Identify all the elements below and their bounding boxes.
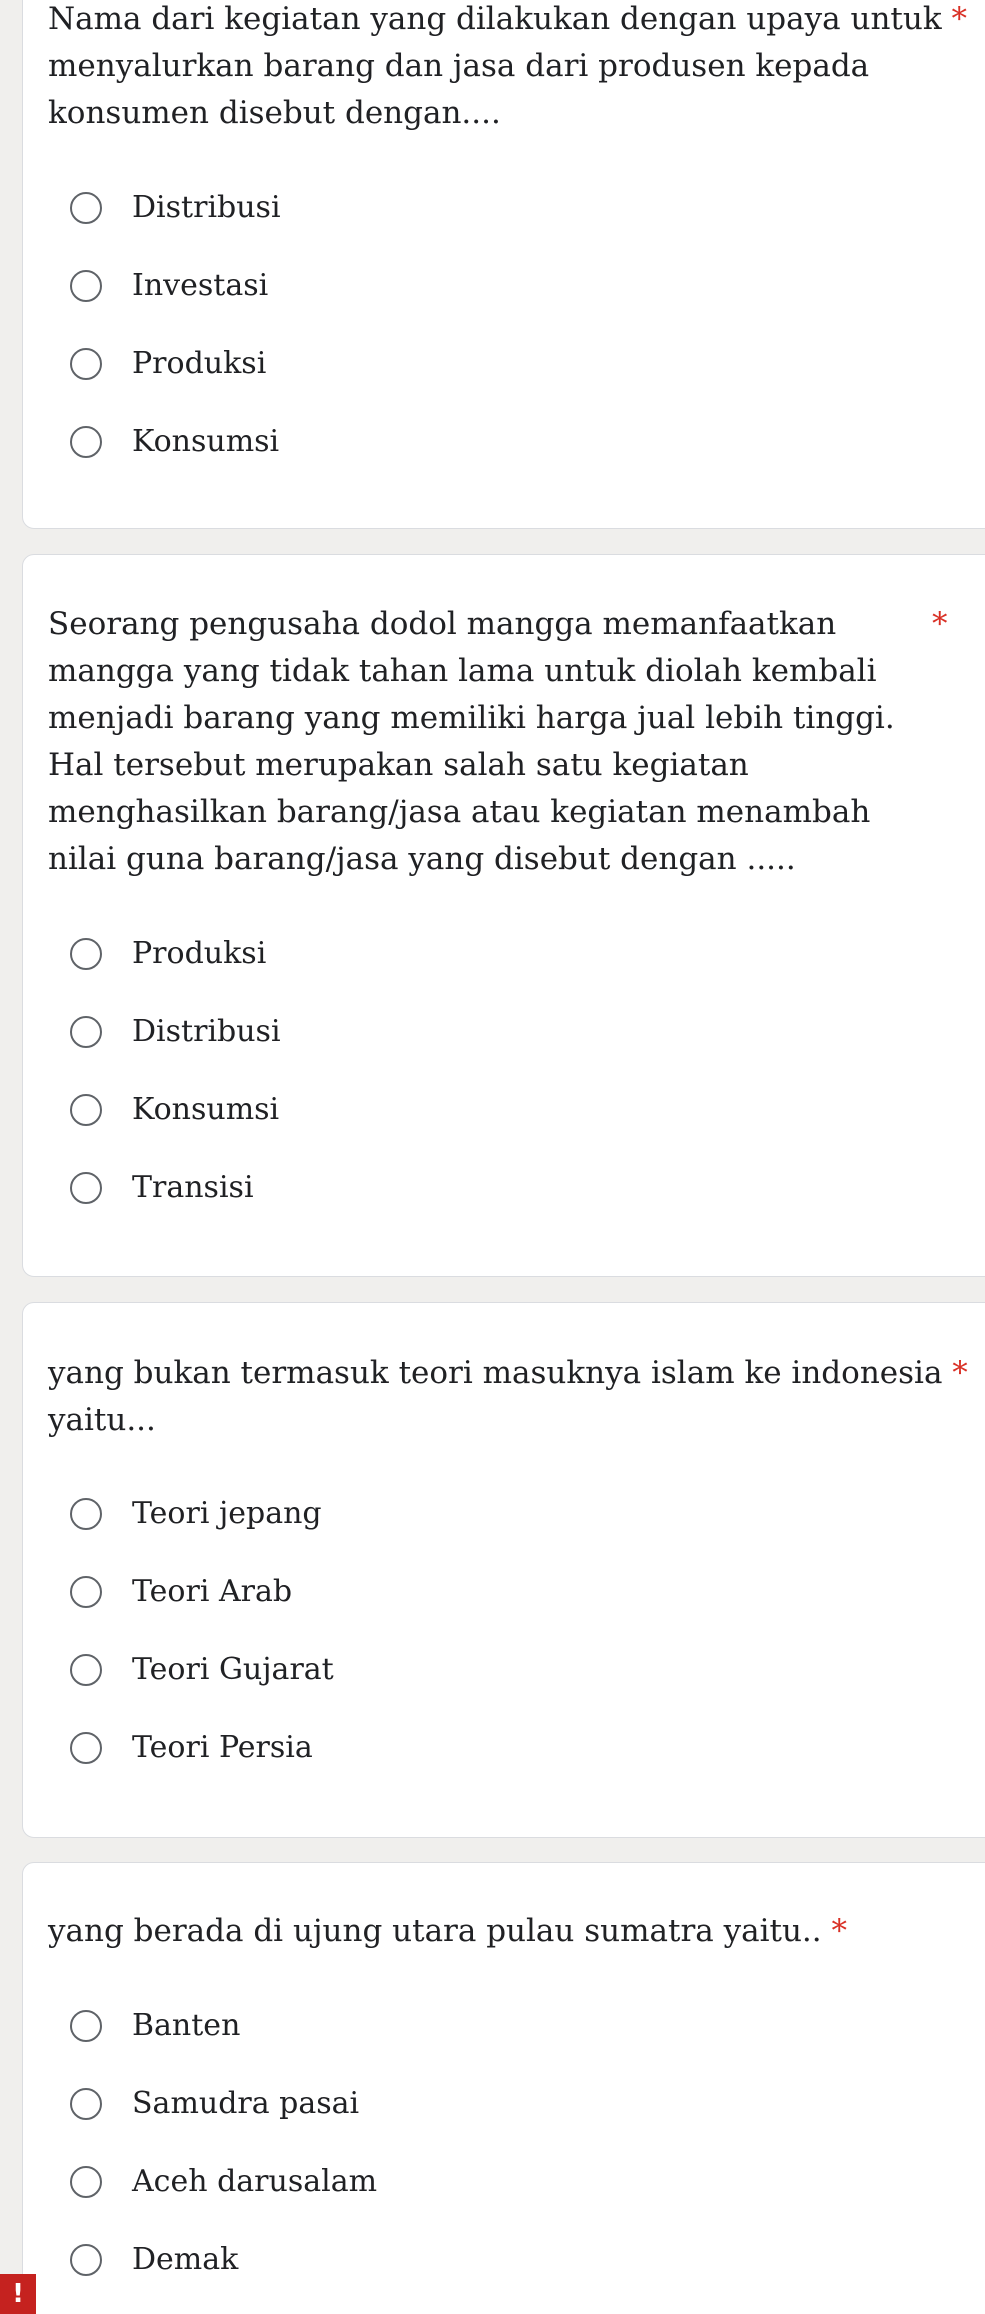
option-label: Teori Arab xyxy=(132,1574,293,1609)
radio-button[interactable] xyxy=(70,938,102,970)
option-label: Distribusi xyxy=(132,1014,281,1049)
option-banten[interactable] xyxy=(70,2006,240,2046)
option-label: Investasi xyxy=(132,268,269,303)
option-label: Samudra pasai xyxy=(132,2086,360,2121)
radio-button[interactable] xyxy=(70,1576,102,1608)
question-2-text: Seorang pengusaha dodol mangga memanfaatkan mangga yang tidak tahan lama untuk diolah kembali menjadi barang yang memiliki harga jual lebih tinggi. Hal tersebut merupakan salah satu kegiatan menghasilkan barang/jasa atau kegiatan menambah nilai guna barang/jasa yang disebut dengan ..... xyxy=(48,606,895,877)
radio-button[interactable] xyxy=(70,2010,102,2042)
option-label: Aceh darusalam xyxy=(132,2164,378,2199)
radio-button[interactable] xyxy=(70,2244,102,2276)
option-distribusi[interactable] xyxy=(70,188,281,228)
radio-button[interactable] xyxy=(70,1016,102,1048)
option-investasi[interactable] xyxy=(70,266,268,306)
option-teori-persia[interactable] xyxy=(70,1728,313,1768)
option-konsumsi[interactable] xyxy=(70,422,279,462)
option-aceh-darusalam[interactable] xyxy=(70,2162,377,2202)
option-demak[interactable] xyxy=(70,2240,238,2280)
option-label: Konsumsi xyxy=(132,1092,280,1127)
option-label: Produksi xyxy=(132,936,267,971)
radio-button[interactable] xyxy=(70,426,102,458)
option-teori-arab[interactable] xyxy=(70,1572,292,1612)
option-produksi[interactable] xyxy=(70,344,266,384)
question-4-text: yang berada di ujung utara pulau sumatra yaitu.. * xyxy=(48,1913,847,1949)
radio-button[interactable] xyxy=(70,348,102,380)
radio-button[interactable] xyxy=(70,1654,102,1686)
option-produksi[interactable] xyxy=(70,934,266,974)
option-teori-gujarat[interactable] xyxy=(70,1650,334,1690)
radio-button[interactable] xyxy=(70,2088,102,2120)
option-label: Produksi xyxy=(132,346,267,381)
question-1-text: Nama dari kegiatan yang dilakukan dengan upaya untuk * menyalurkan barang dan jasa dari produsen kepada konsumen disebut dengan.... xyxy=(48,1,967,131)
radio-button[interactable] xyxy=(70,2166,102,2198)
radio-button[interactable] xyxy=(70,1094,102,1126)
question-3-text: yang bukan termasuk teori masuknya islam ke indonesia * yaitu... xyxy=(48,1355,968,1438)
option-label: Konsumsi xyxy=(132,424,280,459)
radio-button[interactable] xyxy=(70,1172,102,1204)
option-konsumsi[interactable] xyxy=(70,1090,279,1130)
option-label: Teori Persia xyxy=(132,1730,313,1765)
option-transisi[interactable] xyxy=(70,1168,254,1208)
radio-button[interactable] xyxy=(70,1732,102,1764)
option-teori-jepang[interactable] xyxy=(70,1494,322,1534)
option-label: Teori Gujarat xyxy=(132,1652,334,1687)
radio-button[interactable] xyxy=(70,192,102,224)
option-label: Demak xyxy=(132,2242,239,2277)
required-asterisk: * xyxy=(831,1913,847,1949)
option-label: Teori jepang xyxy=(132,1496,322,1531)
required-asterisk: * xyxy=(951,1,967,37)
radio-button[interactable] xyxy=(70,1498,102,1530)
radio-button[interactable] xyxy=(70,270,102,302)
required-asterisk: * xyxy=(932,606,948,642)
required-asterisk: * xyxy=(952,1355,968,1391)
option-distribusi[interactable] xyxy=(70,1012,281,1052)
option-label: Banten xyxy=(132,2008,241,2043)
exclamation-icon: ! xyxy=(0,2274,36,2314)
option-label: Transisi xyxy=(132,1170,254,1205)
option-samudra-pasai[interactable] xyxy=(70,2084,359,2124)
option-label: Distribusi xyxy=(132,190,281,225)
